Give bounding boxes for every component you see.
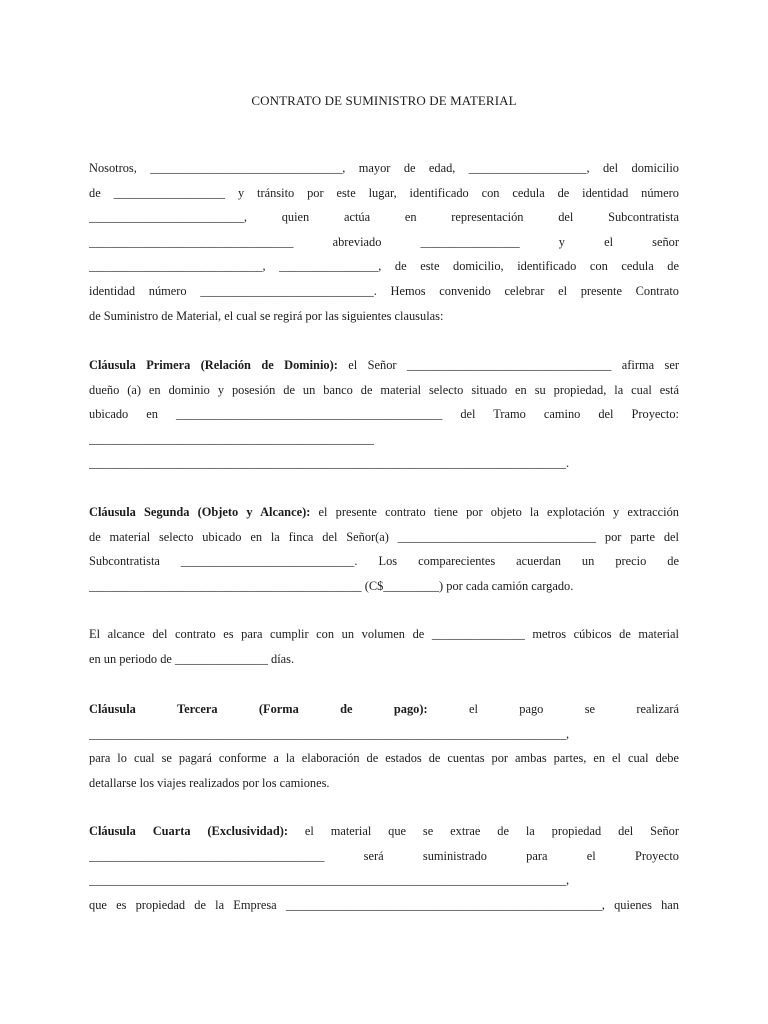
clausula-line: _____________________________________________________________________________. (89, 456, 570, 471)
intro-line: Nosotros, _______________________________, mayor de edad, ___________________, del domicilio (89, 161, 679, 175)
clausula-line (89, 819, 679, 844)
intro-line: identidad número ____________________________. Hemos convenido celebrar el presente Contrato (89, 283, 679, 298)
clausula-line: ubicado en ___________________________________________ del Tramo camino del Proyecto: (89, 407, 679, 422)
clausula-primera (89, 353, 679, 476)
clausula-line: detallarse los viajes realizados por los camiones. (89, 775, 330, 790)
clausula-line (89, 500, 679, 525)
intro-line: _________________________, quien actúa en representación del Subcontratista (89, 210, 679, 225)
clausula-segunda-heading: Cláusula Segunda (Objeto y Alcance): (89, 505, 311, 519)
clausula-line (89, 353, 679, 378)
clausula-cuarta (89, 819, 679, 917)
clausula-line: que es propiedad de la Empresa ___________________________________________________, quienes han (89, 897, 679, 912)
intro-line: de Suministro de Material, el cual se regirá por las siguientes clausulas: (89, 308, 444, 323)
clausula-line: ______________________________________ será suministrado para el Proyecto (89, 848, 679, 863)
clausula-line (89, 697, 679, 722)
alcance-line: El alcance del contrato es para cumplir con un volumen de _______________ metros cúbicos de material (89, 627, 679, 641)
clausula-primera-heading: Cláusula Primera (Relación de Dominio): (89, 358, 338, 372)
clausula-cuarta-heading: Cláusula Cuarta (Exclusividad): (89, 824, 288, 838)
intro-line: _________________________________ abreviado ________________ y el señor (89, 234, 679, 249)
clausula-text: el pago se realizará (427, 702, 679, 716)
clausula-line: de material selecto ubicado en la finca del Señor(a) ________________________________ por parte del (89, 529, 679, 544)
clausula-tercera (89, 697, 679, 795)
clausula-line: _____________________________________________________________________________, (89, 726, 570, 741)
clausula-line: dueño (a) en dominio y posesión de un banco de material selecto situado en su propiedad, la cual está (89, 382, 679, 397)
alcance-paragraph (89, 622, 679, 671)
clausula-tercera-heading: Cláusula Tercera (Forma de pago): (89, 702, 428, 716)
clausula-line: _____________________________________________________________________________, (89, 873, 570, 888)
clausula-line: ______________________________________________ (89, 431, 374, 446)
intro-paragraph (89, 156, 679, 328)
clausula-line: ____________________________________________ (C$_________) por cada camión cargado. (89, 578, 574, 593)
clausula-line: para lo cual se pagará conforme a la elaboración de estados de cuentas por ambas partes, en el cual debe (89, 751, 679, 766)
intro-line: de __________________ y tránsito por este lugar, identificado con cedula de identidad número (89, 185, 679, 200)
clausula-text: el presente contrato tiene por objeto la explotación y extracción (310, 505, 679, 519)
alcance-line: en un periodo de _______________ días. (89, 651, 295, 666)
clausula-segunda (89, 500, 679, 598)
clausula-line: Subcontratista ____________________________. Los comparecientes acuerdan un precio de (89, 554, 679, 569)
clausula-text: el material que se extrae de la propiedad del Señor (288, 824, 679, 838)
document-title: CONTRATO DE SUMINISTRO DE MATERIAL (251, 93, 517, 108)
intro-line: ____________________________, ________________, de este domicilio, identificado con cedula de (89, 259, 679, 274)
clausula-text: el Señor _________________________________ afirma ser (337, 358, 679, 372)
